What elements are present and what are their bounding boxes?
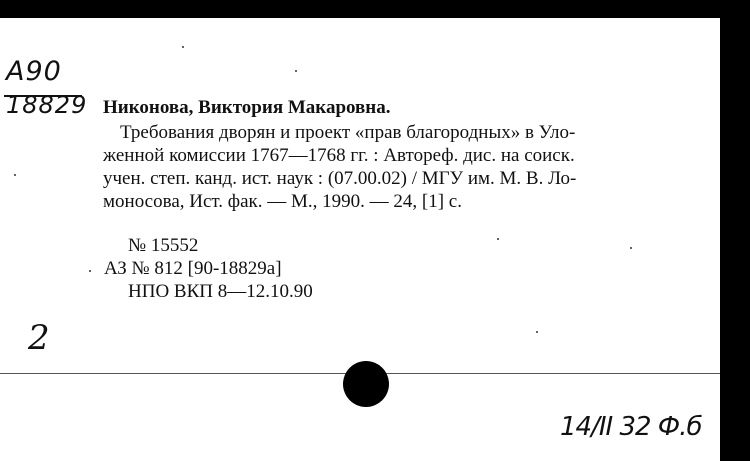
scan-speck [14, 174, 16, 176]
author-heading: Никонова, Виктория Макаровна. [103, 97, 391, 118]
punch-hole [343, 361, 389, 407]
scan-speck [536, 331, 538, 333]
scan-speck [497, 238, 499, 240]
scan-border-right [720, 0, 750, 461]
az-number: АЗ № 812 [90-18829а] [104, 258, 282, 279]
scan-speck [295, 70, 297, 72]
scan-border-top [0, 0, 750, 18]
npo-record: НПО ВКП 8—12.10.90 [128, 281, 313, 302]
scan-speck [630, 247, 632, 249]
description-line: учен. степ. канд. ист. наук : (07.00.02) / МГУ им. М. В. Ло- [103, 168, 577, 189]
scan-speck [182, 46, 184, 48]
bibliographic-description [103, 121, 673, 213]
shelf-mark-top: A90 [6, 56, 62, 87]
description-line: моносова, Ист. фак. — М., 1990. — 24, [1] с. [103, 191, 462, 212]
scan-speck [89, 270, 91, 272]
description-line: женной комиссии 1767—1768 гг. : Автореф. дис. на соиск. [103, 145, 575, 166]
shelf-mark-bottom: 18829 [6, 91, 88, 119]
description-line: Требования дворян и проект «прав благородных» в Уло- [120, 122, 576, 143]
copy-mark: 2 [28, 318, 50, 358]
accession-number: № 15552 [128, 235, 199, 256]
handwritten-note: 14/II 32 Ф.б [560, 412, 702, 442]
